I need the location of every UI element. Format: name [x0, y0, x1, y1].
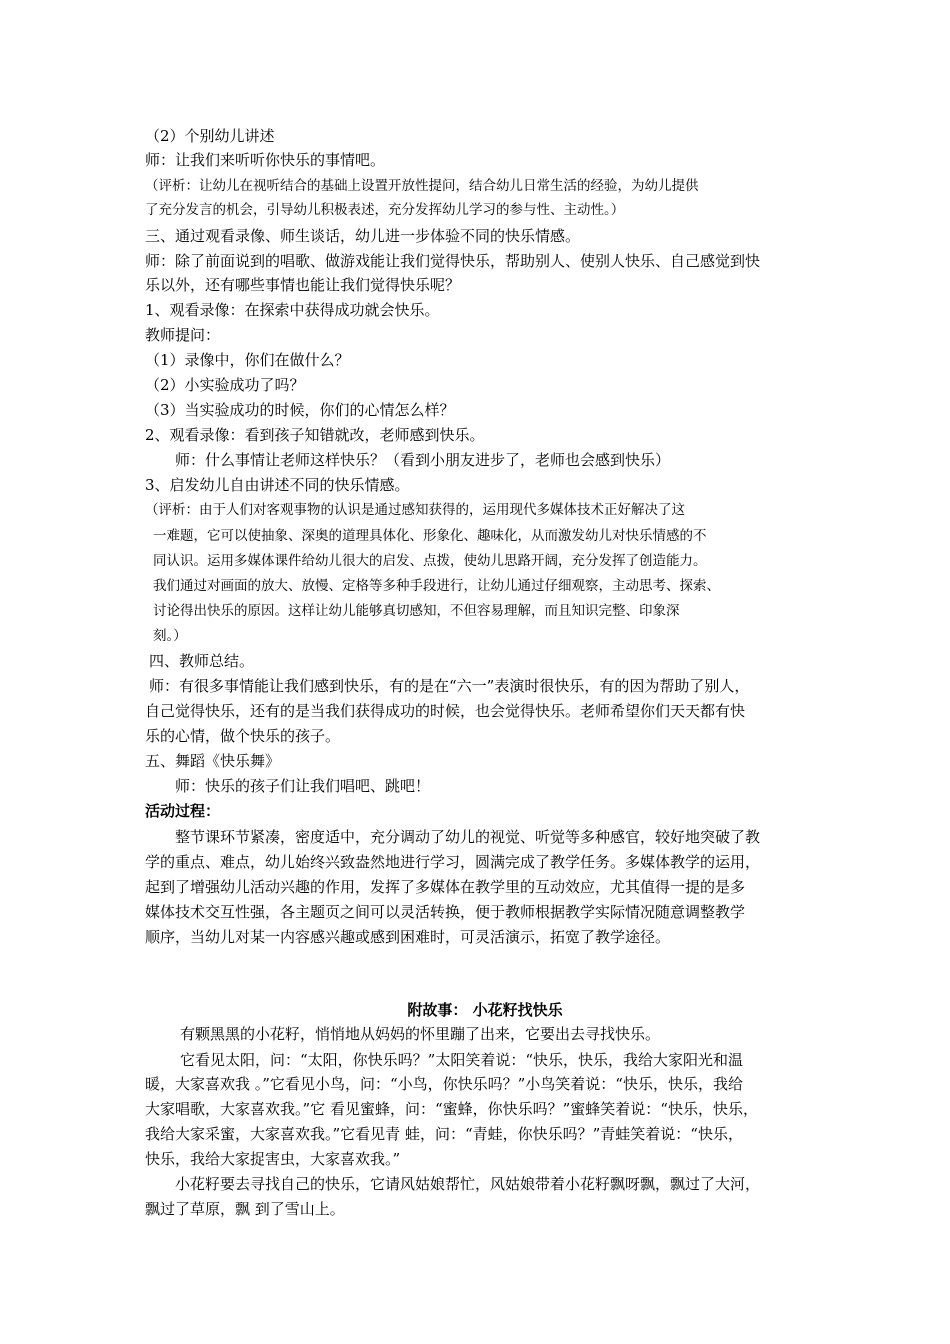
- story-paragraph: 我给大家采蜜，大家喜欢我。”它看见青 蛙，问：“青蛙，你快乐吗？”青蛙笑着说：“快乐，: [145, 1125, 743, 1143]
- section-heading-4: 四、教师总结。: [149, 652, 255, 670]
- reflection-paragraph: 起到了增强幼儿活动兴趣的作用，发挥了多媒体在教学里的互动效应，尤其值得一提的是多: [145, 878, 746, 896]
- teacher-line: 师：什么事情让老师这样快乐？（看到小朋友进步了，老师也会感到快乐）: [175, 451, 671, 469]
- reflection-paragraph: 整节课环节紧凑，密度适中，充分调动了幼儿的视觉、听觉等多种感官，较好地突破了教: [175, 828, 761, 846]
- story-paragraph: 大家唱歌，大家喜欢我。”它 看见蜜蜂，问：“蜜蜂，你快乐吗？”蜜蜂笑着说：“快乐，快乐，: [145, 1100, 758, 1118]
- story-paragraph: 暖，大家喜欢我 。”它看见小鸟，问：“小鸟，你快乐吗？”小鸟笑着说：“快乐，快乐，我给: [145, 1075, 743, 1093]
- reflection-paragraph: 顺序，当幼儿对某一内容感兴趣或感到困难时，可灵活演示，拓宽了教学途径。: [145, 928, 671, 946]
- question-2: （2）小实验成功了吗？: [145, 376, 305, 394]
- comment-line: （评析：由于人们对客观事物的认识是通过感知获得的，运用现代多媒体技术正好解决了这: [145, 502, 685, 518]
- comment-line: 同认识。运用多媒体课件给幼儿很大的启发、点拨，使幼儿思路开阔，充分发挥了创造能力。: [153, 553, 707, 569]
- story-paragraph: 有颗黑黑的小花籽，悄悄地从妈妈的怀里蹦了出来，它要出去寻找快乐。: [180, 1025, 661, 1043]
- reflection-paragraph: 媒体技术交互性强，各主题页之间可以灵活转换，便于教师根据教学实际情况随意调整教学: [145, 903, 746, 921]
- comment-line: （评析：让幼儿在视听结合的基础上设置开放性提问，结合幼儿日常生活的经验，为幼儿提供: [145, 178, 699, 194]
- story-paragraph: 它看见太阳，问：“太阳，你快乐吗？”太阳笑着说：“快乐，快乐，我给大家阳光和温: [180, 1051, 744, 1069]
- teacher-line: 师：让我们来听听你快乐的事情吧。: [145, 151, 386, 169]
- teacher-summary: 乐的心情，做个快乐的孩子。: [145, 727, 341, 745]
- step-3: 3、启发幼儿自由讲述不同的快乐情感。: [145, 476, 410, 494]
- question-3: （3）当实验成功的时候，你们的心情怎么样？: [145, 401, 455, 419]
- comment-line: 刻。）: [153, 628, 187, 644]
- teacher-summary: 自己觉得快乐，还有的是当我们获得成功的时候，也会觉得快乐。老师希望你们天天都有快: [145, 702, 746, 720]
- question-1: （1）录像中，你们在做什么？: [145, 351, 350, 369]
- comment-line: 了充分发言的机会，引导幼儿积极表述，充分发挥幼儿学习的参与性、主动性。）: [145, 202, 625, 218]
- story-paragraph: 小花籽要去寻找自己的快乐，它请风姑娘帮忙，风姑娘带着小花籽飘呀飘，飘过了大河，: [175, 1175, 761, 1193]
- teacher-question-label: 教师提问：: [145, 326, 221, 344]
- step-2: 2、观看录像：看到孩子知错就改，老师感到快乐。: [145, 426, 485, 444]
- comment-line: 一难题，它可以使抽象、深奥的道理具体化、形象化、趣味化，从而激发幼儿对快乐情感的不: [153, 528, 707, 544]
- teacher-line: 乐以外，还有哪些事情也能让我们觉得快乐呢？: [145, 276, 461, 294]
- teacher-summary: 师：有很多事情能让我们感到快乐，有的是在“六一”表演时很快乐，有的因为帮助了别人，: [149, 677, 750, 695]
- story-paragraph: 飘过了草原，飘 到了雪山上。: [145, 1200, 345, 1218]
- step-1: 1、观看录像：在探索中获得成功就会快乐。: [145, 301, 440, 319]
- story-title: 附故事： 小花籽找快乐: [407, 1001, 563, 1019]
- comment-line: 我们通过对画面的放大、放慢、定格等多种手段进行，让幼儿通过仔细观察，主动思考、探索、: [153, 578, 720, 594]
- section-heading-5: 五、舞蹈《快乐舞》: [145, 752, 281, 770]
- comment-line: 讨论得出快乐的原因。这样让幼儿能够真切感知，不但容易理解，而且知识完整、印象深: [153, 603, 680, 619]
- reflection-paragraph: 学的重点、难点，幼儿始终兴致盎然地进行学习，圆满完成了教学任务。多媒体教学的运用，: [145, 853, 761, 871]
- section-heading-3: 三、通过观看录像、师生谈话，幼儿进一步体验不同的快乐情感。: [145, 227, 581, 245]
- teacher-line: 师：快乐的孩子们让我们唱吧、跳吧！: [175, 777, 431, 795]
- sub-item-2: （2）个别幼儿讲述: [145, 127, 275, 145]
- teacher-line: 师：除了前面说到的唱歌、做游戏能让我们觉得快乐，帮助别人、使别人快乐、自己感觉到快: [145, 252, 761, 270]
- story-paragraph: 快乐，我给大家捉害虫，大家喜欢我。”: [145, 1150, 401, 1168]
- activity-process-heading: 活动过程：: [145, 802, 221, 820]
